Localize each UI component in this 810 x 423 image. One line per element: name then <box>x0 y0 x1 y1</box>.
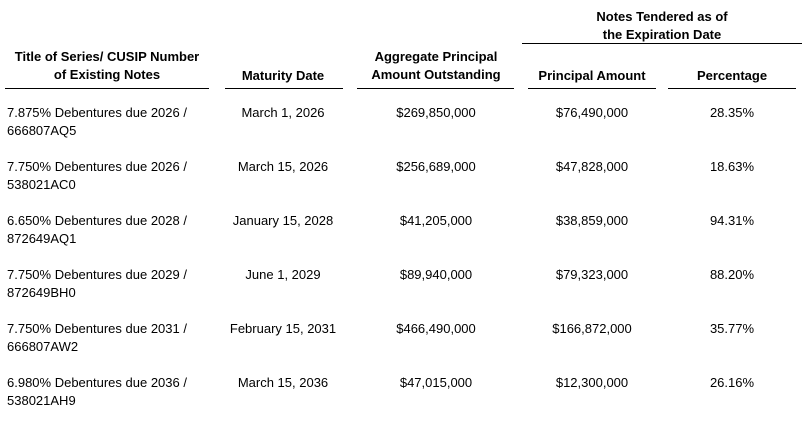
series-title-text: 7.750% Debentures due 2031 / <box>7 321 187 336</box>
cell-series-title <box>7 104 217 140</box>
cell-series-title <box>7 158 217 194</box>
cell-amount-outstanding: $41,205,000 <box>399 213 473 228</box>
header-principal-label: Principal Amount <box>538 68 646 83</box>
cell-percentage: 88.20% <box>709 267 755 282</box>
series-title-text: 6.980% Debentures due 2036 / <box>7 375 187 390</box>
header-rule-aggregate <box>357 88 514 89</box>
series-cusip-text: 538021AC0 <box>7 177 76 192</box>
series-cusip-text: 872649AQ1 <box>7 231 77 246</box>
header-maturity-date <box>214 67 352 85</box>
series-title-text: 7.875% Debentures due 2026 / <box>7 105 187 120</box>
group-header-line-2: the Expiration Date <box>602 27 722 42</box>
cell-maturity-date: February 15, 2031 <box>229 321 337 336</box>
cell-maturity-date: March 1, 2026 <box>241 105 325 120</box>
cell-series-title <box>7 374 217 410</box>
header-rule-maturity <box>225 88 343 89</box>
series-cusip-text: 666807AW2 <box>7 339 79 354</box>
cell-principal-tendered: $12,300,000 <box>555 375 629 390</box>
header-percentage <box>668 67 796 85</box>
cell-series-title <box>7 266 217 302</box>
cell-maturity-date: March 15, 2026 <box>237 159 329 174</box>
cell-principal-tendered: $38,859,000 <box>555 213 629 228</box>
cell-maturity-date: March 15, 2036 <box>237 375 329 390</box>
cell-percentage: 26.16% <box>709 375 755 390</box>
cell-percentage: 18.63% <box>709 159 755 174</box>
series-title-text: 6.650% Debentures due 2028 / <box>7 213 187 228</box>
cell-principal-tendered: $79,323,000 <box>555 267 629 282</box>
cell-maturity-date: June 1, 2029 <box>245 267 321 282</box>
header-rule-principal <box>528 88 656 89</box>
cell-principal-tendered: $76,490,000 <box>555 105 629 120</box>
cell-principal-tendered: $47,828,000 <box>555 159 629 174</box>
cell-amount-outstanding: $256,689,000 <box>396 159 476 174</box>
header-maturity-label: Maturity Date <box>241 68 325 83</box>
series-cusip-text: 666807AQ5 <box>7 123 77 138</box>
cell-series-title <box>7 212 217 248</box>
header-rule-percentage <box>668 88 796 89</box>
cell-maturity-date: January 15, 2028 <box>232 213 334 228</box>
cell-percentage: 28.35% <box>709 105 755 120</box>
series-cusip-text: 538021AH9 <box>7 393 76 408</box>
group-header-rule <box>522 43 802 44</box>
group-header-line-1: Notes Tendered as of <box>596 9 728 24</box>
cell-amount-outstanding: $269,850,000 <box>396 105 476 120</box>
header-aggregate-principal <box>358 48 514 84</box>
header-aggregate-line-2: Amount Outstanding <box>371 67 501 82</box>
series-title-text: 7.750% Debentures due 2029 / <box>7 267 187 282</box>
header-title-line-1: Title of Series/ CUSIP Number <box>14 49 200 64</box>
series-title-text: 7.750% Debentures due 2026 / <box>7 159 187 174</box>
header-aggregate-line-1: Aggregate Principal <box>374 49 498 64</box>
cell-amount-outstanding: $89,940,000 <box>399 267 473 282</box>
header-title-cusip <box>0 48 214 84</box>
group-header-tendered <box>522 8 802 44</box>
header-title-line-2: of Existing Notes <box>53 67 161 82</box>
cell-amount-outstanding: $47,015,000 <box>399 375 473 390</box>
cell-principal-tendered: $166,872,000 <box>552 321 632 336</box>
cell-percentage: 35.77% <box>709 321 755 336</box>
cell-series-title <box>7 320 217 356</box>
cell-percentage: 94.31% <box>709 213 755 228</box>
header-percentage-label: Percentage <box>696 68 768 83</box>
series-cusip-text: 872649BH0 <box>7 285 76 300</box>
header-rule-title <box>5 88 209 89</box>
header-principal-amount <box>528 67 656 85</box>
cell-amount-outstanding: $466,490,000 <box>396 321 476 336</box>
